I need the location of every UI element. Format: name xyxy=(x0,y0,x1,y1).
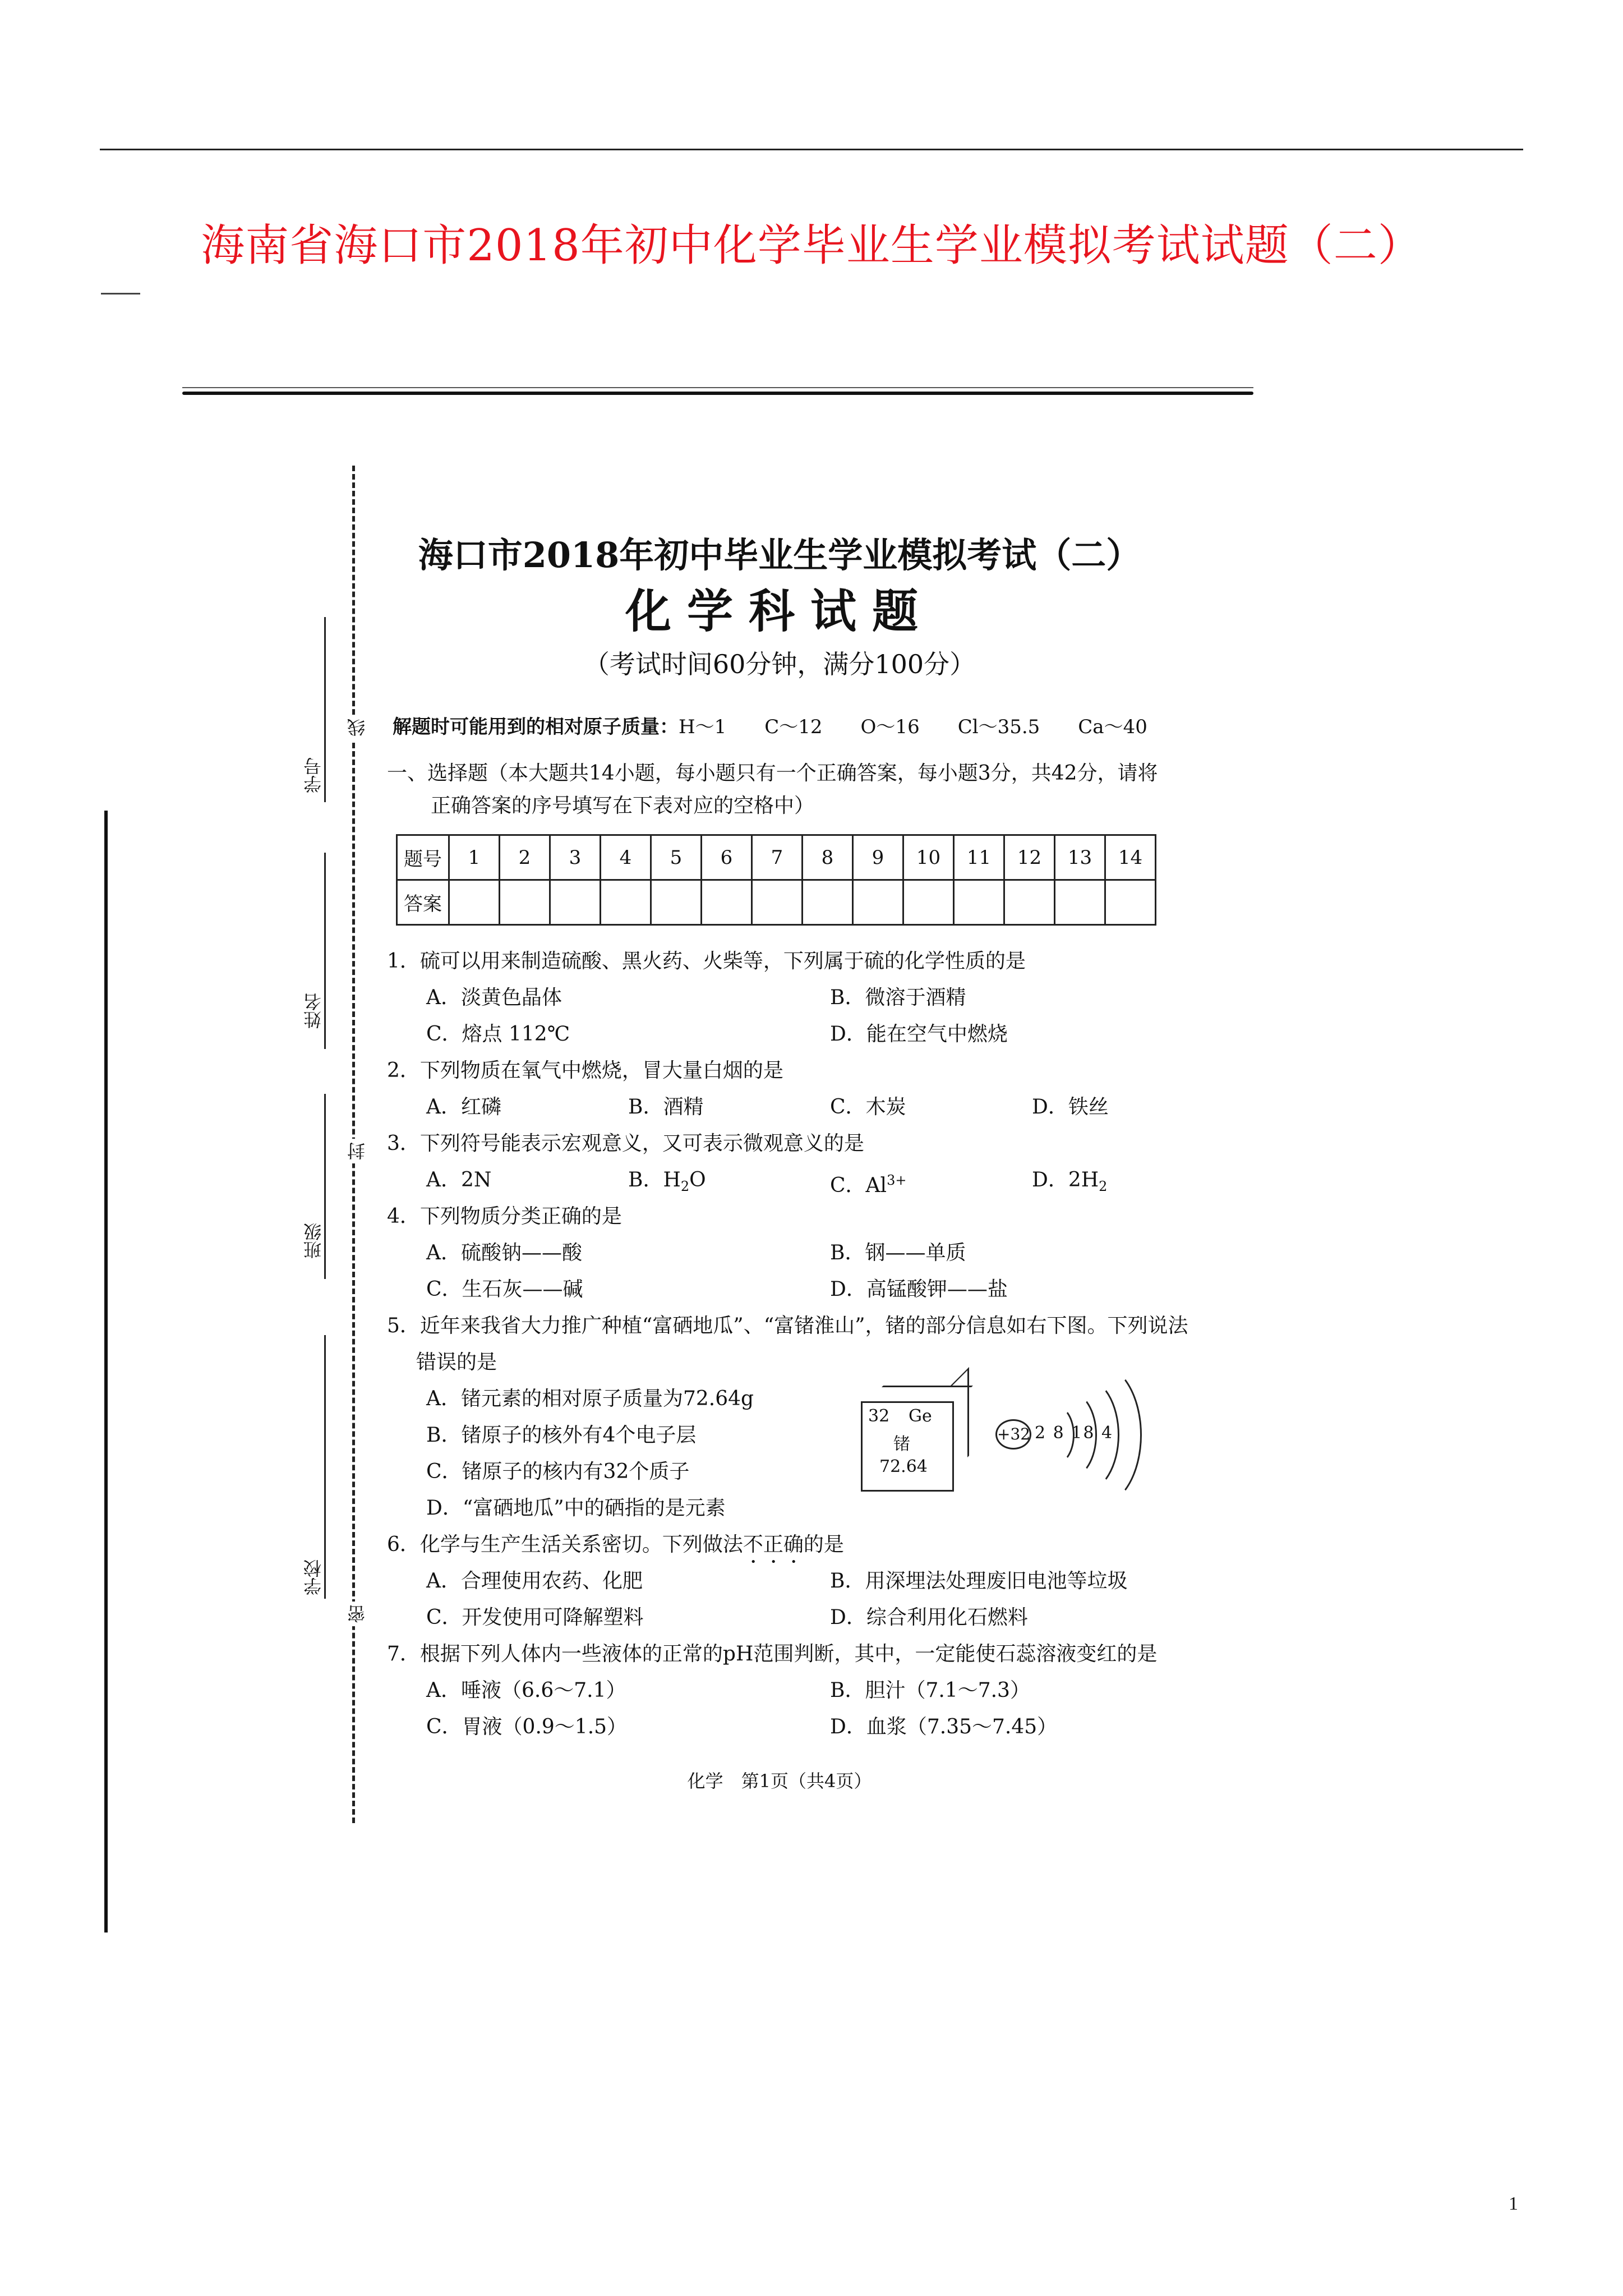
q5-option-a: A．锗元素的相对原子质量为72.64g xyxy=(426,1387,754,1410)
q6-emphasis-text: 不正确 xyxy=(743,1533,804,1556)
q4-option-a: A．硫酸钠——酸 xyxy=(426,1241,582,1264)
answer-cell[interactable] xyxy=(651,880,702,925)
atomic-mass: 72.64 xyxy=(879,1457,928,1476)
q3-b-subscript: 2 xyxy=(680,1179,690,1195)
question-number-cell: 1 xyxy=(449,835,500,880)
q2-option-b: B．酒精 xyxy=(628,1096,704,1119)
q2-option-a: A．红磷 xyxy=(426,1096,501,1119)
sheet-footer: 化学 第1页（共4页） xyxy=(687,1770,872,1792)
answer-cell[interactable] xyxy=(500,880,550,925)
q5-option-b: B．锗原子的核外有4个电子层 xyxy=(426,1424,697,1447)
q3-c-text: C．Al xyxy=(830,1174,887,1197)
q3-b-text-end: O xyxy=(689,1168,706,1191)
question-6-stem xyxy=(387,1531,844,1568)
question-number-cell: 11 xyxy=(954,835,1004,880)
question-2-stem: 2．下列物质在氧气中燃烧，冒大量白烟的是 xyxy=(387,1059,783,1082)
q7-option-d: D．血浆（7.35～7.45） xyxy=(830,1715,1058,1738)
student-no-label: 学号 xyxy=(303,757,324,793)
question-number-cell: 4 xyxy=(601,835,651,880)
q3-c-superscript: 3+ xyxy=(887,1172,907,1188)
atomic-number: 32 xyxy=(868,1406,890,1426)
question-1-stem: 1．硫可以用来制造硫酸、黑火药、火柴等，下列属于硫的化学性质的是 xyxy=(387,950,1026,973)
atomic-mass-line xyxy=(393,711,1147,739)
q4-option-c: C．生石灰——碱 xyxy=(426,1278,583,1301)
scan-left-edge xyxy=(104,811,108,1932)
q6-option-d: D．综合利用化石燃料 xyxy=(830,1606,1028,1629)
question-number-cell: 7 xyxy=(752,835,803,880)
section-1-line-2: 正确答案的序号填写在下表对应的空格中） xyxy=(431,794,815,817)
exam-info: （考试时间60分钟，满分100分） xyxy=(583,649,976,679)
question-number-cell: 8 xyxy=(803,835,853,880)
q5-option-c: C．锗原子的核内有32个质子 xyxy=(426,1460,690,1483)
top-rule xyxy=(100,149,1523,150)
answer-cell[interactable] xyxy=(1105,880,1156,925)
scan-edge-line-thick xyxy=(182,392,1253,395)
answer-cell[interactable] xyxy=(853,880,903,925)
answer-cell[interactable] xyxy=(550,880,601,925)
question-number-cell: 12 xyxy=(1004,835,1055,880)
q1-option-d: D．能在空气中燃烧 xyxy=(830,1023,1008,1046)
q7-option-a: A．唾液（6.6～7.1） xyxy=(426,1679,626,1702)
element-symbol: Ge xyxy=(909,1406,932,1426)
question-number-cell: 13 xyxy=(1055,835,1105,880)
question-7-stem: 7．根据下列人体内一些液体的正常的pH范围判断，其中，一定能使石蕊溶液变红的是 xyxy=(387,1642,1158,1665)
answer-table-answer-label: 答案 xyxy=(397,880,449,925)
q4-option-d: D．高锰酸钾——盐 xyxy=(830,1278,1008,1301)
answer-table-number-label: 题号 xyxy=(397,835,449,880)
nucleus-icon: +32 xyxy=(995,1419,1031,1450)
answer-cell[interactable] xyxy=(752,880,803,925)
question-4-stem: 4．下列物质分类正确的是 xyxy=(387,1205,622,1228)
section-1-line-1: 一、选择题（本大题共14小题，每小题只有一个正确答案，每小题3分，共42分，请将 xyxy=(387,762,1158,785)
scan-edge-line xyxy=(182,387,1253,388)
question-number-cell: 10 xyxy=(903,835,954,880)
q2-option-c: C．木炭 xyxy=(830,1096,906,1119)
answer-table-answer-row xyxy=(397,880,1156,925)
answer-cell[interactable] xyxy=(954,880,1004,925)
exam-title: 海口市2018年初中毕业生学业模拟考试（二） xyxy=(418,535,1141,576)
page-number: 1 xyxy=(1509,2193,1518,2214)
question-number-cell: 6 xyxy=(702,835,752,880)
q5-option-d: D．“富硒地瓜”中的硒指的是元素 xyxy=(426,1497,726,1520)
answer-table-header-row xyxy=(397,835,1156,880)
q1-option-a: A．淡黄色晶体 xyxy=(426,986,562,1009)
q3-d-subscript: 2 xyxy=(1099,1179,1108,1195)
electron-shell-arc-4 xyxy=(1054,1363,1142,1507)
q6-option-a: A．合理使用农药、化肥 xyxy=(426,1570,643,1593)
q1-option-c: C．熔点 112℃ xyxy=(426,1023,570,1046)
q3-option-a: A．2N xyxy=(426,1168,492,1191)
q6-option-c: C．开发使用可降解塑料 xyxy=(426,1606,644,1629)
class-label: 班级 xyxy=(303,1223,324,1259)
element-name: 锗 xyxy=(893,1434,910,1454)
q2-option-d: D．铁丝 xyxy=(1032,1096,1109,1119)
question-number-cell: 2 xyxy=(500,835,550,880)
answer-cell[interactable] xyxy=(1055,880,1105,925)
name-label: 姓名 xyxy=(303,993,324,1029)
q7-option-c: C．胃液（0.9～1.5） xyxy=(426,1715,628,1738)
section-1-instructions xyxy=(387,757,1211,822)
atomic-mass-label: 解题时可能用到的相对原子质量： xyxy=(393,716,679,738)
q3-option-d xyxy=(1032,1167,1107,1200)
answer-cell[interactable] xyxy=(449,880,500,925)
q1-option-b: B．微溶于酒精 xyxy=(830,986,966,1009)
question-5-stem: 5．近年来我省大力推广种植“富硒地瓜”、“富锗淮山”，锗的部分信息如右下图。下列说法 xyxy=(387,1314,1188,1337)
question-number-cell: 14 xyxy=(1105,835,1156,880)
answer-cell[interactable] xyxy=(1004,880,1055,925)
q4-option-b: B．钢——单质 xyxy=(830,1241,966,1264)
answer-cell[interactable] xyxy=(803,880,853,925)
germanium-element-card xyxy=(861,1401,954,1492)
question-3-stem: 3．下列符号能表示宏观意义，又可表示微观意义的是 xyxy=(387,1132,864,1155)
mark-line-char: 线 xyxy=(344,715,370,740)
answer-table xyxy=(396,834,1156,926)
q3-d-text: D．2H xyxy=(1032,1168,1099,1191)
q7-option-b: B．胆汁（7.1～7.3） xyxy=(830,1679,1030,1702)
question-number-cell: 5 xyxy=(651,835,702,880)
mark-seal-char: 封 xyxy=(344,1139,370,1163)
question-number-cell: 9 xyxy=(853,835,903,880)
q6-option-b: B．用深埋法处理废旧电池等垃圾 xyxy=(830,1570,1128,1593)
q3-option-c xyxy=(830,1167,906,1199)
atomic-mass-values: H～1 C～12 O～16 Cl～35.5 Ca～40 xyxy=(679,716,1147,738)
subject-title: 化学科试题 xyxy=(625,585,934,638)
electron-shells-label: 2 8 18 4 xyxy=(1035,1423,1114,1443)
school-label: 学校 xyxy=(303,1559,324,1595)
corner-mark xyxy=(101,293,140,295)
question-5-stem-2: 错误的是 xyxy=(416,1351,497,1374)
answer-cell[interactable] xyxy=(903,880,954,925)
answer-cell[interactable] xyxy=(702,880,752,925)
question-number-cell: 3 xyxy=(550,835,601,880)
q6-stem-end: 的是 xyxy=(803,1533,844,1556)
q6-stem-text: 6．化学与生产生活关系密切。下列做法 xyxy=(387,1533,743,1556)
q3-option-b xyxy=(628,1167,706,1200)
answer-cell[interactable] xyxy=(601,880,651,925)
document-title: 海南省海口市2018年初中化学毕业生学业模拟考试试题（二） xyxy=(201,220,1422,271)
mark-close-char: 密 xyxy=(344,1602,370,1626)
q3-b-text: B．H xyxy=(628,1168,681,1191)
